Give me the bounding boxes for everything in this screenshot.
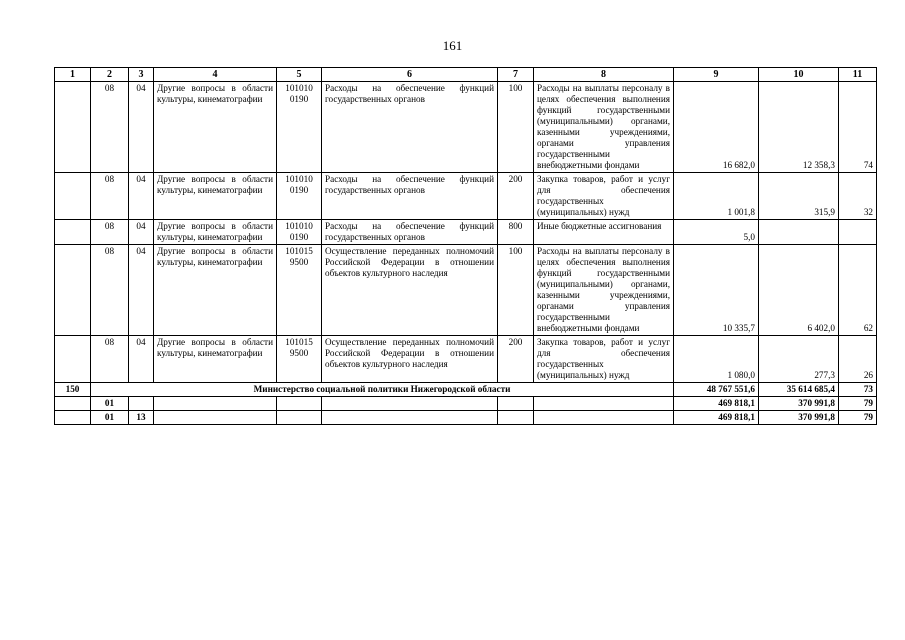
summary-subsection — [129, 397, 154, 411]
cell-section: 08 — [91, 336, 129, 383]
cell-subsection: 04 — [129, 245, 154, 336]
ministry-actual: 35 614 685,4 — [759, 383, 839, 397]
cell-expense-code: 200 — [498, 173, 534, 220]
cell-actual: 315,9 — [759, 173, 839, 220]
summary-row — [55, 397, 877, 411]
cell-section-name: Другие вопросы в области культуры, кинематографии — [154, 173, 277, 220]
cell-percent — [839, 220, 877, 245]
cell-percent: 62 — [839, 245, 877, 336]
cell-section-name: Другие вопросы в области культуры, кинематографии — [154, 245, 277, 336]
cell-col-1 — [55, 82, 91, 173]
summary-plan: 469 818,1 — [674, 411, 759, 425]
header-row — [55, 68, 877, 82]
summary-row — [55, 411, 877, 425]
cell-expense-name: Расходы на выплаты персоналу в целях обеспечения выполнения функций государственными (муниципальными) органами, казенными учреждениями, органами управления государственными внебюджетными фондами — [534, 82, 674, 173]
cell-section: 08 — [91, 220, 129, 245]
header-col-6: 6 — [322, 68, 498, 82]
cell-target-name: Осуществление переданных полномочий Российской Федерации в отношении объектов культурного наследия — [322, 336, 498, 383]
cell-col-1 — [55, 220, 91, 245]
cell-section: 08 — [91, 82, 129, 173]
cell-section-name: Другие вопросы в области культуры, кинематографии — [154, 336, 277, 383]
summary-cell-empty — [322, 397, 498, 411]
summary-section: 01 — [91, 397, 129, 411]
header-col-2: 2 — [91, 68, 129, 82]
summary-cell-empty — [322, 411, 498, 425]
header-col-10: 10 — [759, 68, 839, 82]
header-col-5: 5 — [277, 68, 322, 82]
header-col-3: 3 — [129, 68, 154, 82]
header-col-7: 7 — [498, 68, 534, 82]
summary-cell-empty — [534, 397, 674, 411]
cell-target-code: 101010 0190 — [277, 82, 322, 173]
ministry-percent: 73 — [839, 383, 877, 397]
summary-percent: 79 — [839, 411, 877, 425]
cell-expense-code: 100 — [498, 82, 534, 173]
ministry-name: Министерство социальной политики Нижегородской области — [91, 383, 674, 397]
cell-subsection: 04 — [129, 220, 154, 245]
cell-expense-code: 100 — [498, 245, 534, 336]
cell-expense-code: 800 — [498, 220, 534, 245]
summary-subsection: 13 — [129, 411, 154, 425]
cell-target-code: 101010 0190 — [277, 173, 322, 220]
table-row — [55, 173, 877, 220]
header-col-8: 8 — [534, 68, 674, 82]
cell-col-1 — [55, 245, 91, 336]
cell-percent: 32 — [839, 173, 877, 220]
summary-cell-empty — [277, 411, 322, 425]
summary-actual: 370 991,8 — [759, 397, 839, 411]
header-col-9: 9 — [674, 68, 759, 82]
summary-actual: 370 991,8 — [759, 411, 839, 425]
cell-target-code: 101015 9500 — [277, 245, 322, 336]
cell-expense-name: Закупка товаров, работ и услуг для обеспечения государственных (муниципальных) нужд — [534, 336, 674, 383]
cell-target-code: 101015 9500 — [277, 336, 322, 383]
cell-expense-name: Расходы на выплаты персоналу в целях обеспечения выполнения функций государственными (муниципальными) органами, казенными учреждениями, органами управления государственными внебюджетными фондами — [534, 245, 674, 336]
summary-cell-empty — [498, 411, 534, 425]
cell-actual: 6 402,0 — [759, 245, 839, 336]
header-col-1: 1 — [55, 68, 91, 82]
cell-section: 08 — [91, 245, 129, 336]
page-number: 161 — [442, 38, 463, 53]
table-row — [55, 82, 877, 173]
cell-target-name: Расходы на обеспечение функций государственных органов — [322, 82, 498, 173]
cell-actual — [759, 220, 839, 245]
budget-table — [54, 67, 877, 425]
table-row — [55, 220, 877, 245]
cell-subsection: 04 — [129, 82, 154, 173]
table-row — [55, 245, 877, 336]
summary-cell-empty — [55, 397, 91, 411]
cell-subsection: 04 — [129, 173, 154, 220]
cell-actual: 12 358,3 — [759, 82, 839, 173]
ministry-row — [55, 383, 877, 397]
cell-section: 08 — [91, 173, 129, 220]
cell-plan: 16 682,0 — [674, 82, 759, 173]
cell-section-name: Другие вопросы в области культуры, кинематографии — [154, 220, 277, 245]
cell-expense-code: 200 — [498, 336, 534, 383]
cell-actual: 277,3 — [759, 336, 839, 383]
summary-cell-empty — [277, 397, 322, 411]
cell-col-1 — [55, 173, 91, 220]
table-row — [55, 336, 877, 383]
cell-target-name: Расходы на обеспечение функций государственных органов — [322, 173, 498, 220]
cell-plan: 5,0 — [674, 220, 759, 245]
cell-percent: 74 — [839, 82, 877, 173]
summary-cell-empty — [154, 411, 277, 425]
cell-plan: 10 335,7 — [674, 245, 759, 336]
cell-percent: 26 — [839, 336, 877, 383]
cell-target-name: Осуществление переданных полномочий Российской Федерации в отношении объектов культурного наследия — [322, 245, 498, 336]
cell-target-name: Расходы на обеспечение функций государственных органов — [322, 220, 498, 245]
cell-col-1 — [55, 336, 91, 383]
summary-section: 01 — [91, 411, 129, 425]
summary-cell-empty — [154, 397, 277, 411]
ministry-plan: 48 767 551,6 — [674, 383, 759, 397]
summary-cell-empty — [534, 411, 674, 425]
summary-cell-empty — [498, 397, 534, 411]
cell-plan: 1 080,0 — [674, 336, 759, 383]
cell-target-code: 101010 0190 — [277, 220, 322, 245]
summary-percent: 79 — [839, 397, 877, 411]
cell-expense-name: Закупка товаров, работ и услуг для обеспечения государственных (муниципальных) нужд — [534, 173, 674, 220]
summary-plan: 469 818,1 — [674, 397, 759, 411]
cell-subsection: 04 — [129, 336, 154, 383]
header-col-11: 11 — [839, 68, 877, 82]
cell-plan: 1 001,8 — [674, 173, 759, 220]
header-col-4: 4 — [154, 68, 277, 82]
ministry-code: 150 — [55, 383, 91, 397]
cell-section-name: Другие вопросы в области культуры, кинематографии — [154, 82, 277, 173]
cell-expense-name: Иные бюджетные ассигнования — [534, 220, 674, 245]
summary-cell-empty — [55, 411, 91, 425]
